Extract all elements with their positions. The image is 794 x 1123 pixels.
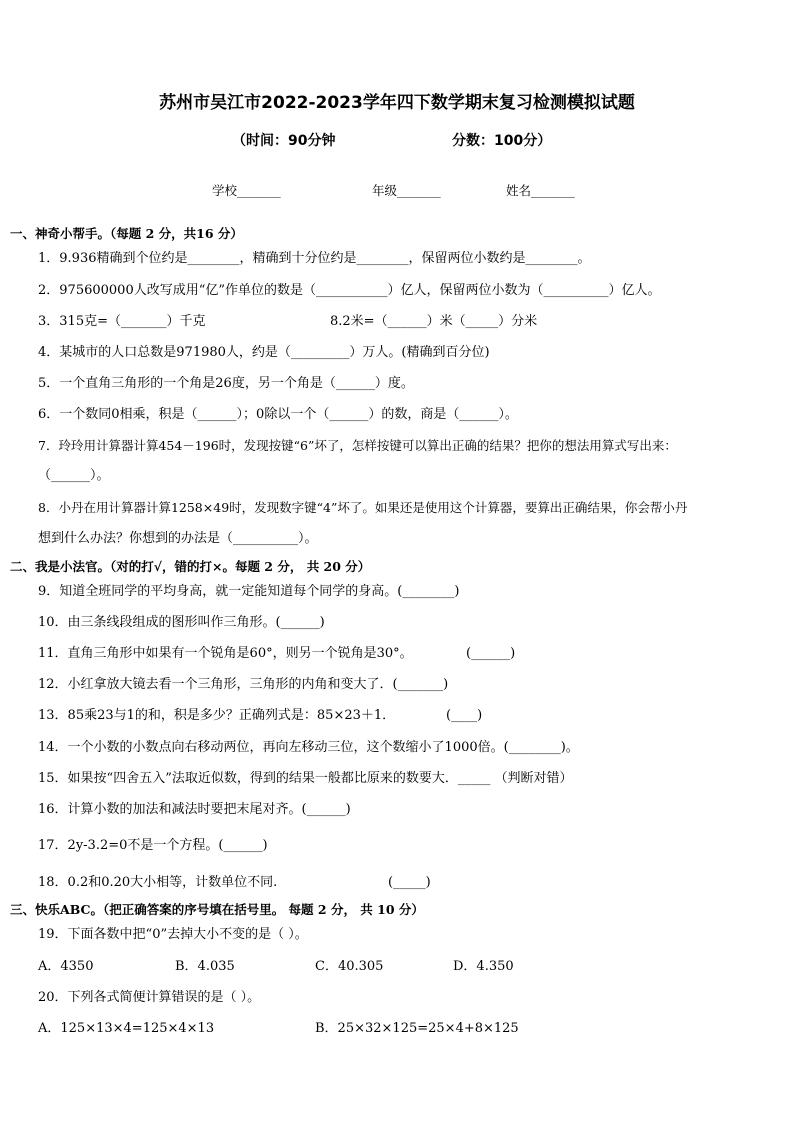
question-19-option-a: A．4350 bbox=[38, 959, 94, 974]
question-17: 17．2y-3.2=0不是一个方程。(______) bbox=[38, 838, 268, 853]
question-13: 13．85乘23与1的和，积是多少？正确列式是：85×23＋1． bbox=[38, 708, 396, 723]
section-3-heading: 三、快乐ABC。（把正确答案的序号填在括号里。 每题 2 分， 共 10 分） bbox=[10, 902, 424, 917]
question-11-answer: (______) bbox=[466, 646, 516, 661]
question-3-part-a: 3．315克=（_______）千克 bbox=[38, 314, 206, 329]
question-11: 11．直角三角形中如果有一个锐角是60°，则另一个锐角是30°。 bbox=[38, 646, 413, 661]
question-15: 15．如果按“四舍五入”法取近似数，得到的结果一般都比原来的数要大．_____ （判断对错） bbox=[38, 771, 573, 786]
question-1: 1．9.936精确到个位约是________，精确到十分位约是________，保留两位小数约是________。 bbox=[38, 251, 591, 266]
question-3-part-b: 8.2米=（______）米（_____）分米 bbox=[330, 314, 538, 329]
question-18-answer: (_____) bbox=[388, 875, 431, 890]
question-20: 20．下列各式简便计算错误的是（ ）。 bbox=[38, 990, 261, 1005]
question-13-answer: (____) bbox=[446, 708, 483, 723]
grade-field: 年级_______ bbox=[372, 183, 441, 198]
page-title: 苏州市吴江市2022-2023学年四下数学期末复习检测模拟试题 bbox=[159, 93, 635, 113]
question-12: 12．小红拿放大镜去看一个三角形，三角形的内角和变大了．(_______) bbox=[38, 677, 449, 692]
total-score: 分数：100分） bbox=[452, 133, 552, 149]
question-20-option-b: B．25×32×125=25×4+8×125 bbox=[315, 1021, 519, 1036]
question-19-option-d: D．4.350 bbox=[453, 959, 514, 974]
question-9: 9．知道全班同学的平均身高，就一定能知道每个同学的身高。(________) bbox=[38, 584, 460, 599]
question-8-line-2: 想到什么办法？你想到的办法是（__________）。 bbox=[38, 531, 318, 546]
question-18: 18．0.2和0.20大小相等，计数单位不同. bbox=[38, 875, 278, 890]
section-1-heading: 一、神奇小帮手。（每题 2 分，共16 分） bbox=[10, 226, 243, 241]
name-field: 姓名_______ bbox=[506, 183, 575, 198]
question-7-line-2: （______）。 bbox=[38, 468, 110, 483]
section-2-heading: 二、我是小法官。（对的打√，错的打×。每题 2 分， 共 20 分） bbox=[10, 559, 371, 574]
question-8-line-1: 8．小丹在用计算器计算1258×49时，发现数字键“4”坏了。如果还是使用这个计算器，要算出正确结果，你会帮小丹 bbox=[38, 500, 688, 515]
question-14: 14．一个小数的小数点向右移动两位，再向左移动三位，这个数缩小了1000倍。(________)。 bbox=[38, 740, 579, 755]
question-19-option-b: B．4.035 bbox=[175, 959, 235, 974]
question-5: 5．一个直角三角形的一个角是26度，另一个角是（______）度。 bbox=[38, 376, 414, 391]
question-19: 19．下面各数中把“0”去掉大小不变的是（ ）。 bbox=[38, 927, 308, 942]
question-20-option-a: A．125×13×4=125×4×13 bbox=[38, 1021, 215, 1036]
school-field: 学校_______ bbox=[212, 183, 281, 198]
question-4: 4．某城市的人口总数是971980人，约是（_________）万人。(精确到百分位) bbox=[38, 345, 490, 360]
question-2: 2．975600000人改写成用“亿”作单位的数是（___________）亿人，保留两位小数为（__________）亿人。 bbox=[38, 283, 661, 298]
question-6: 6．一个数同0相乘，积是（______）；0除以一个（______）的数，商是（______）。 bbox=[38, 407, 518, 422]
question-19-option-c: C．40.305 bbox=[315, 959, 384, 974]
question-10: 10．由三条线段组成的图形叫作三角形。(______) bbox=[38, 615, 325, 630]
question-7-line-1: 7．玲玲用计算器计算454－196时，发现按键“6”坏了，怎样按键可以算出正确的结果？把你的想法用算式写出来： bbox=[38, 438, 677, 453]
time-limit: （时间：90分钟 bbox=[232, 133, 336, 149]
question-16: 16．计算小数的加法和减法时要把末尾对齐。(______) bbox=[38, 802, 351, 817]
